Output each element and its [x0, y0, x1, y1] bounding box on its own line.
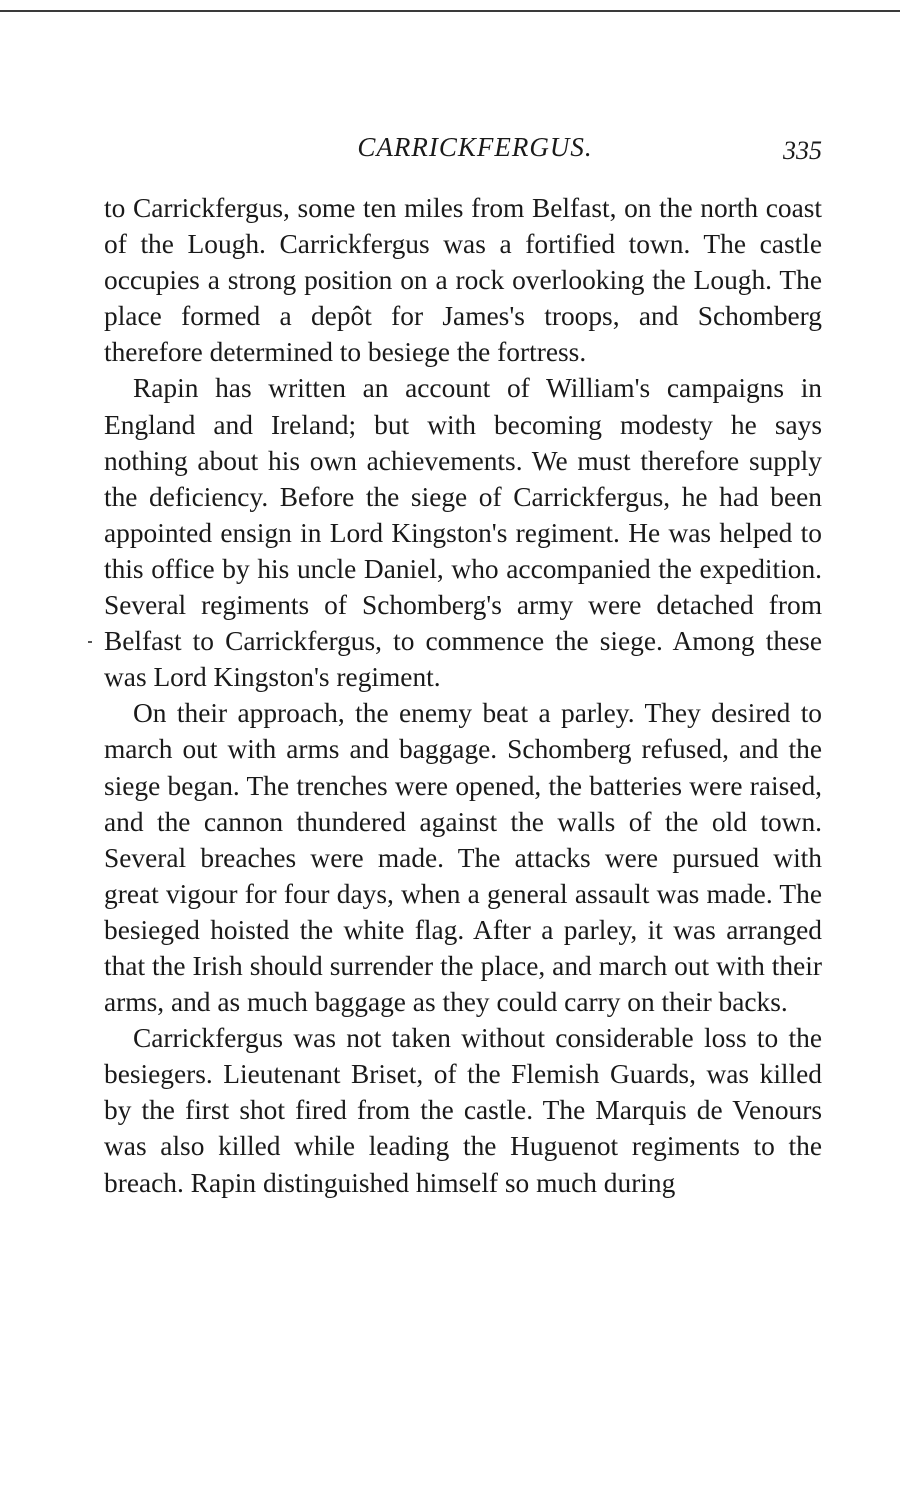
- paragraph-2: Rapin has written an account of William's campaigns in England and Ireland; but with becoming modesty he says nothing about his own achievements. We must therefore supply the deficiency. Before the siege of Carrickfergus, he had been appointed ensign in Lord Kingston's regiment. He was helped to this office by his uncle Daniel, who accompanied the expedition. Several regiments of Schomberg's army were detached from Belfast to Carrickfergus, to commence the siege. Among these was Lord Kingston's regiment.: [104, 373, 822, 693]
- paragraph-1: to Carrickfergus, some ten miles from Belfast, on the north coast of the Lough. Carrickfergus was a fortified town. The castle occupies a strong position on a rock overlooking the Lough. The place formed a depôt for James's troops, and Schomberg therefore determined to besiege the fortress.: [104, 193, 822, 368]
- paragraph-3: On their approach, the enemy beat a parley. They desired to march out with arms and baggage. Schomberg refused, and the siege began. The trenches were opened, the batteries were raised, and the cannon thundered against the walls of the old town. Several breaches were made. The attacks were pursued with great vigour for four days, when a general assault was made. The besieged hoisted the white flag. After a parley, it was arranged that the Irish should surrender the place, and march out with their arms, and as much baggage as they could carry on their backs.: [104, 698, 822, 1018]
- page-number: 335: [783, 136, 822, 165]
- top-rule: [0, 10, 900, 12]
- margin-mark: [88, 641, 92, 643]
- paragraph-4: Carrickfergus was not taken without considerable loss to the besiegers. Lieutenant Briset, of the Flemish Guards, was killed by the first shot fired from the castle. The Marquis de Venours was also killed while leading the Huguenot regiments to the breach. Rapin distinguished himself so much during: [104, 1023, 822, 1198]
- running-title: CARRICKFERGUS.: [357, 132, 593, 162]
- running-head: [104, 132, 826, 172]
- body-text: [104, 190, 822, 1201]
